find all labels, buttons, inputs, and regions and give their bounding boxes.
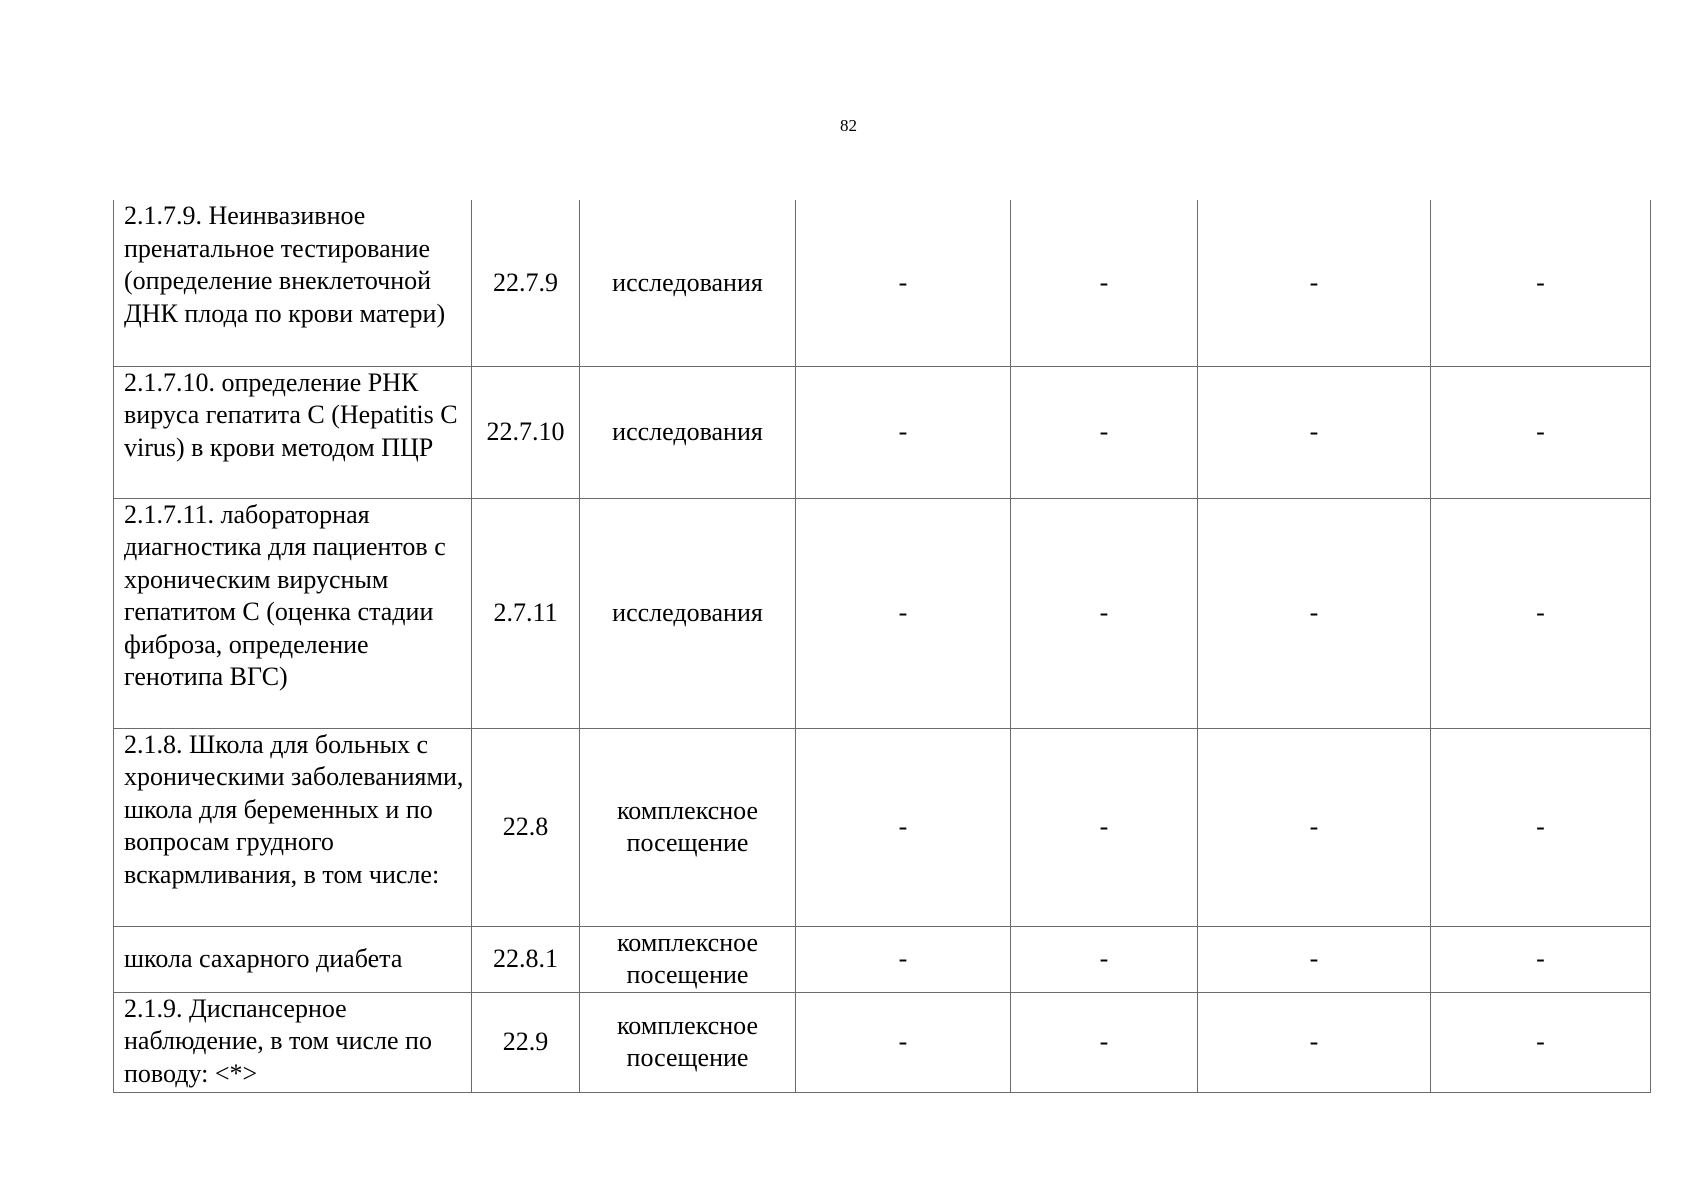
value-cell-2: -: [1011, 366, 1198, 498]
row-code-cell: 22.8.1: [472, 926, 580, 992]
table-row: [114, 498, 1651, 728]
value-cell-1: -: [796, 498, 1011, 728]
value-cell-3: -: [1198, 992, 1431, 1092]
row-code-cell: 22.9: [472, 992, 580, 1092]
row-code-cell: 22.7.9: [472, 200, 580, 366]
row-name-cell: школа сахарного диабета: [114, 926, 472, 992]
value-cell-2: -: [1011, 992, 1198, 1092]
table-row: [114, 992, 1651, 1092]
row-name-cell: 2.1.9. Диспансерное наблюдение, в том числе по поводу: <*>: [114, 992, 472, 1092]
table-row: [114, 728, 1651, 926]
row-code-cell: 22.7.10: [472, 366, 580, 498]
row-name-cell: 2.1.7.11. лабораторная диагностика для пациентов с хроническим вирусным гепатитом С (оценка стадии фиброза, определение генотипа ВГС): [114, 498, 472, 728]
value-cell-2: -: [1011, 200, 1198, 366]
value-cell-1: -: [796, 992, 1011, 1092]
row-name-cell: 2.1.7.9. Неинвазивное пренатальное тестирование (определение внеклеточной ДНК плода по крови матери): [114, 200, 472, 366]
table-row: [114, 200, 1651, 366]
row-unit-cell: исследования: [580, 366, 796, 498]
value-cell-4: -: [1431, 926, 1651, 992]
value-cell-3: -: [1198, 926, 1431, 992]
row-code-cell: 22.8: [472, 728, 580, 926]
table-row: [114, 366, 1651, 498]
row-name-cell: 2.1.8. Школа для больных с хроническими заболеваниями, школа для беременных и по вопросам грудного вскармливания, в том числе:: [114, 728, 472, 926]
value-cell-3: -: [1198, 200, 1431, 366]
value-cell-4: -: [1431, 498, 1651, 728]
value-cell-4: -: [1431, 366, 1651, 498]
row-name-cell: 2.1.7.10. определение РНК вируса гепатита С (Hepatitis C virus) в крови методом ПЦР: [114, 366, 472, 498]
value-cell-2: -: [1011, 728, 1198, 926]
row-unit-cell: исследования: [580, 498, 796, 728]
value-cell-2: -: [1011, 926, 1198, 992]
value-cell-2: -: [1011, 498, 1198, 728]
value-cell-4: -: [1431, 728, 1651, 926]
table-row: [114, 926, 1651, 992]
value-cell-1: -: [796, 926, 1011, 992]
value-cell-1: -: [796, 728, 1011, 926]
value-cell-1: -: [796, 366, 1011, 498]
row-code-cell: 2.7.11: [472, 498, 580, 728]
page-number: 82: [840, 116, 857, 135]
row-unit-cell: исследования: [580, 200, 796, 366]
value-cell-4: -: [1431, 200, 1651, 366]
value-cell-4: -: [1431, 992, 1651, 1092]
row-unit-cell: комплексное посещение: [580, 728, 796, 926]
row-unit-cell: комплексное посещение: [580, 926, 796, 992]
value-cell-3: -: [1198, 728, 1431, 926]
value-cell-1: -: [796, 200, 1011, 366]
row-unit-cell: комплексное посещение: [580, 992, 796, 1092]
value-cell-3: -: [1198, 366, 1431, 498]
services-table: [113, 200, 1651, 1093]
value-cell-3: -: [1198, 498, 1431, 728]
